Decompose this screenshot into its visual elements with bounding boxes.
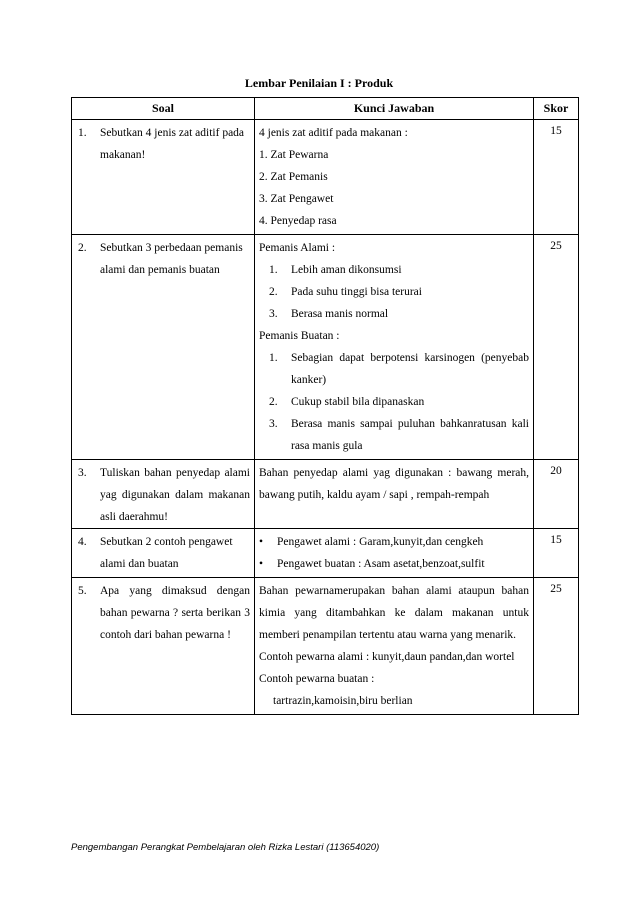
answer-cell bbox=[255, 578, 533, 714]
header-skor: Skor bbox=[534, 98, 579, 120]
answer-cell bbox=[255, 235, 533, 459]
question-number: 4. bbox=[78, 536, 87, 548]
question-text: Sebutkan 4 jenis zat aditif pada makanan! bbox=[100, 127, 245, 161]
answer-cell: Bahan penyedap alami yag digunakan : bawang merah, bawang putih, kaldu ayam / sapi , rempah-rempah bbox=[259, 467, 529, 501]
question-cell bbox=[72, 529, 254, 575]
question-text: Sebutkan 3 perbedaan pemanis alami dan pemanis buatan bbox=[100, 242, 243, 276]
answer-paragraph: Contoh pewarna alami : kunyit,daun pandan,dan wortel bbox=[259, 651, 515, 663]
bullet-icon: • bbox=[259, 536, 264, 548]
table-row bbox=[72, 529, 579, 578]
score-cell: 15 bbox=[534, 529, 579, 578]
question-text: Tuliskan bahan penyedap alami yag digunakan dalam makanan asli daerahmu! bbox=[100, 467, 250, 523]
question-number: 1. bbox=[78, 127, 87, 139]
answer-list bbox=[259, 259, 529, 325]
answer-cell bbox=[255, 529, 533, 577]
header-soal: Soal bbox=[72, 98, 255, 120]
list-item: 3. Berasa manis sampai puluhan bahkanratusan kali rasa manis gula bbox=[269, 418, 529, 452]
answer-subheading: Pemanis Alami : bbox=[259, 242, 336, 254]
answer-list bbox=[259, 347, 529, 457]
question-cell bbox=[72, 235, 254, 281]
table-row bbox=[72, 460, 579, 529]
table-row bbox=[72, 235, 579, 460]
bullet-icon: • bbox=[259, 558, 264, 570]
answer-item: 4. Penyedap rasa bbox=[259, 215, 337, 227]
question-cell bbox=[72, 120, 254, 166]
assessment-table bbox=[71, 97, 579, 715]
answer-item: 1. Zat Pewarna bbox=[259, 149, 329, 161]
list-item: 3. Berasa manis normal bbox=[269, 308, 389, 320]
answer-paragraph: tartrazin,kamoisin,biru berlian bbox=[273, 695, 413, 707]
list-item: 2. Pada suhu tinggi bisa terurai bbox=[269, 286, 422, 298]
answer-cell bbox=[255, 120, 533, 234]
question-text: Sebutkan 2 contoh pengawet alami dan buatan bbox=[100, 536, 233, 570]
score-cell: 20 bbox=[534, 460, 579, 529]
score-cell: 15 bbox=[534, 120, 579, 235]
table-header-row bbox=[72, 98, 579, 120]
question-cell bbox=[72, 578, 254, 646]
table-row bbox=[72, 578, 579, 715]
question-number: 5. bbox=[78, 585, 87, 597]
question-text: Apa yang dimaksud dengan bahan pewarna ? serta berikan 3 contoh dari bahan pewarna ! bbox=[100, 585, 250, 641]
list-item: 1. Sebagian dapat berpotensi karsinogen (penyebab kanker) bbox=[269, 352, 529, 386]
list-item: 2. Cukup stabil bila dipanaskan bbox=[269, 396, 425, 408]
header-kunci-jawaban: Kunci Jawaban bbox=[255, 98, 534, 120]
question-number: 2. bbox=[78, 242, 87, 254]
list-item: • Pengawet alami : Garam,kunyit,dan cengkeh bbox=[259, 531, 529, 553]
page-footer: Pengembangan Perangkat Pembelajaran oleh Rizka Lestari (113654020) bbox=[71, 842, 380, 853]
list-item: 1. Lebih aman dikonsumsi bbox=[269, 264, 402, 276]
question-number: 3. bbox=[78, 467, 87, 479]
table-row bbox=[72, 120, 579, 235]
answer-item: 2. Zat Pemanis bbox=[259, 171, 328, 183]
answer-subheading: Contoh pewarna buatan : bbox=[259, 673, 375, 685]
score-cell: 25 bbox=[534, 578, 579, 715]
list-item: • Pengawet buatan : Asam asetat,benzoat,sulfit bbox=[259, 553, 529, 575]
answer-intro: 4 jenis zat aditif pada makanan : bbox=[259, 127, 408, 139]
question-cell bbox=[72, 460, 254, 528]
score-cell: 25 bbox=[534, 235, 579, 460]
answer-item: 3. Zat Pengawet bbox=[259, 193, 334, 205]
page-title: Lembar Penilaian I : Produk bbox=[244, 76, 394, 90]
answer-paragraph: Bahan pewarnamerupakan bahan alami ataupun bahan kimia yang ditambahkan ke dalam makanan untuk memberi penampilan tertentu atau warna yang menarik. bbox=[259, 585, 529, 641]
answer-subheading: Pemanis Buatan : bbox=[259, 330, 340, 342]
